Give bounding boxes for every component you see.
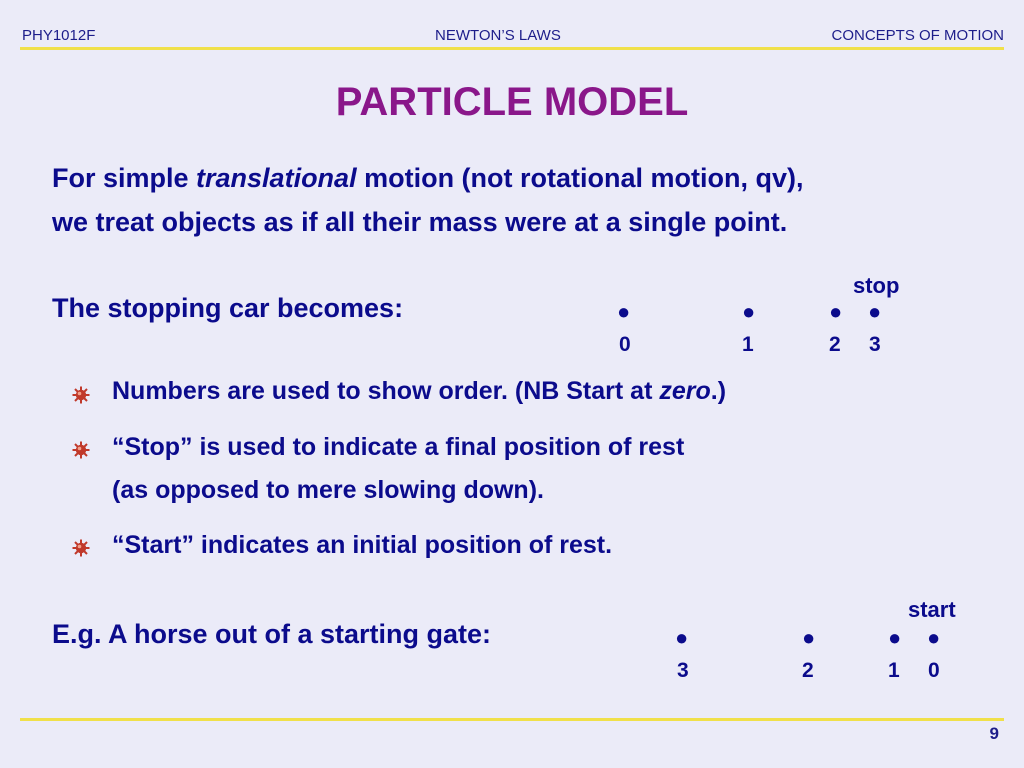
car-dot-0: ● <box>617 299 631 324</box>
horse-num-1: 2 <box>802 659 814 682</box>
intro-line-2: we treat objects as if all their mass were at a single point. <box>52 207 788 237</box>
page-number: 9 <box>989 724 999 743</box>
header-rule <box>20 47 1004 50</box>
bullet-1-text-a: Numbers are used to show order. (NB Start at <box>112 377 660 405</box>
intro-italic-term: translational <box>196 163 357 193</box>
bullet-gear-icon <box>72 386 90 404</box>
bullet-2-line-2: (as opposed to mere slowing down). <box>112 476 544 504</box>
car-num-1: 1 <box>742 333 754 356</box>
car-num-3: 3 <box>869 333 881 356</box>
horse-num-2: 1 <box>888 659 900 682</box>
car-label: The stopping car becomes: <box>52 293 404 323</box>
header-chapter: NEWTON’S LAWS <box>435 27 561 44</box>
horse-label: E.g. A horse out of a starting gate: <box>52 619 492 649</box>
bullet-3: “Start” indicates an initial position of rest. <box>112 531 613 559</box>
horse-dot-1: ● <box>802 625 816 650</box>
intro-text-b: motion (not rotational motion, qv), <box>356 163 804 193</box>
intro-text-a: For simple <box>52 163 197 193</box>
start-marker: start <box>908 597 956 622</box>
stop-marker: stop <box>853 273 900 298</box>
bullet-2-line-1: “Stop” is used to indicate a final position of rest <box>112 433 685 461</box>
horse-num-3: 0 <box>928 659 940 682</box>
header-course-code: PHY1012F <box>22 27 96 44</box>
car-num-2: 2 <box>829 333 841 356</box>
car-num-0: 0 <box>619 333 631 356</box>
header-section: CONCEPTS OF MOTION <box>831 27 1004 44</box>
horse-dot-0: ● <box>675 625 689 650</box>
bullet-gear-icon <box>72 539 90 557</box>
car-dot-1: ● <box>742 299 756 324</box>
slide-title: PARTICLE MODEL <box>335 80 689 124</box>
horse-dot-2: ● <box>888 625 902 650</box>
car-dot-2: ● <box>829 299 843 324</box>
bullet-1-text-b: .) <box>710 377 727 405</box>
bullet-1-italic: zero <box>659 377 711 405</box>
bullet-1 <box>112 377 726 406</box>
horse-num-0: 3 <box>677 659 689 682</box>
bullet-gear-icon <box>72 441 90 459</box>
car-dot-3: ● <box>868 299 882 324</box>
horse-dot-3: ● <box>927 625 941 650</box>
intro-line-1 <box>52 163 804 194</box>
footer-rule <box>20 718 1004 721</box>
